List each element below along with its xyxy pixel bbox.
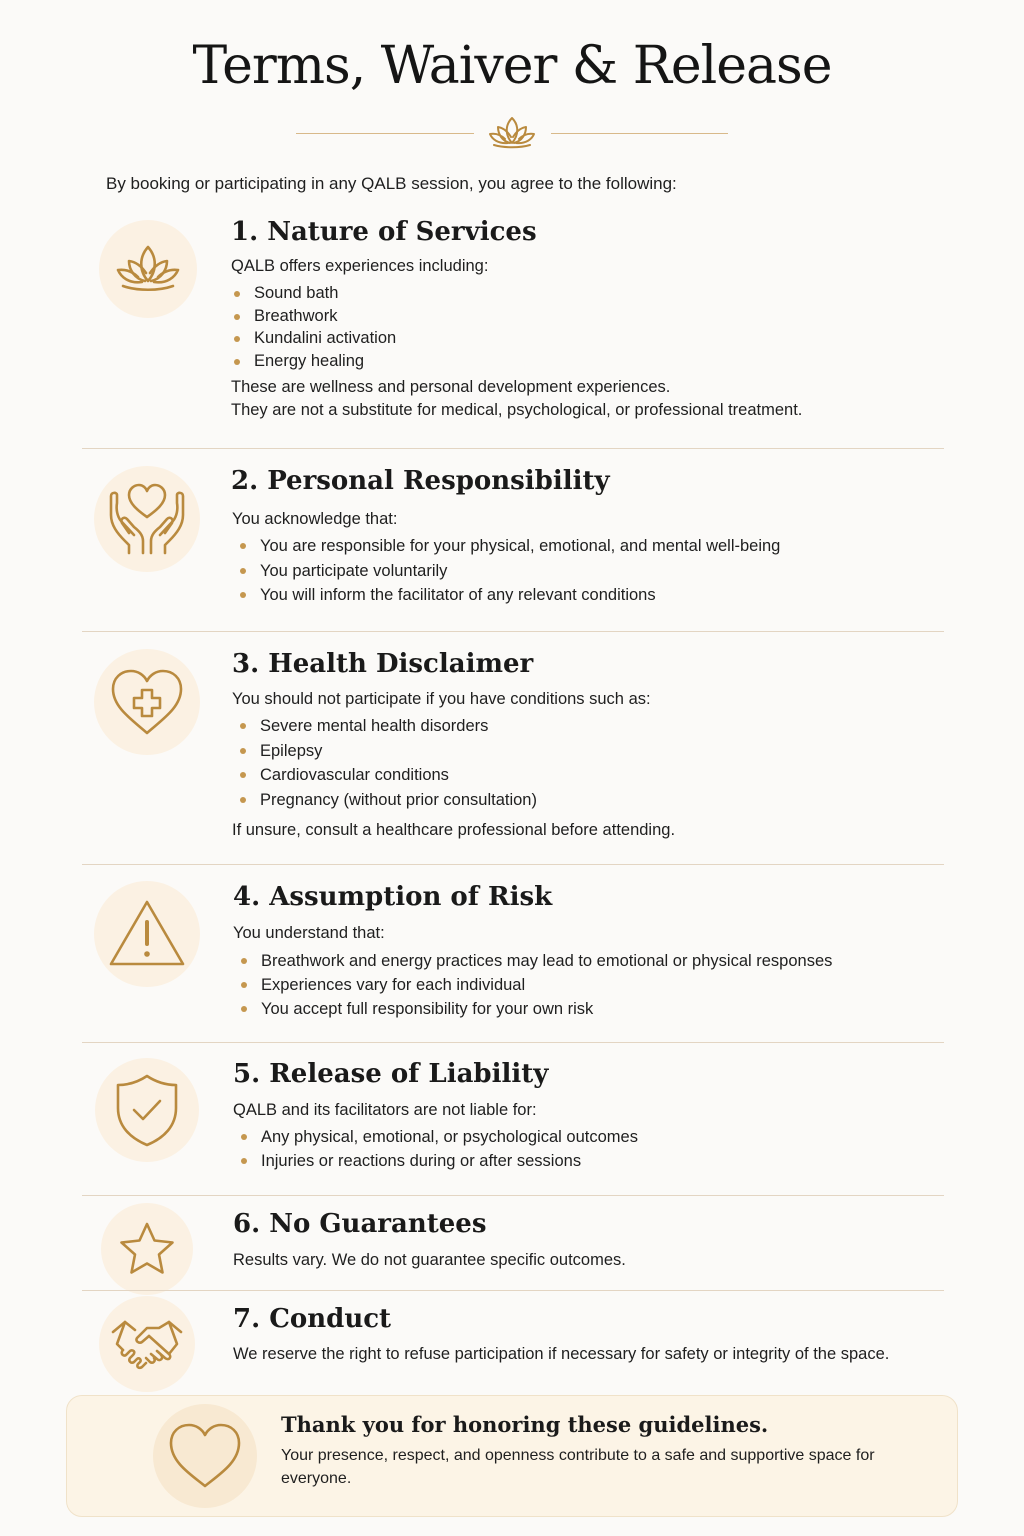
title-divider-right — [551, 133, 728, 134]
section-separator — [82, 631, 944, 632]
section-heading: 1. Nature of Services — [231, 217, 537, 247]
list-item: Injuries or reactions during or after sessions — [235, 1149, 638, 1173]
section-closing: They are not a substitute for medical, psychological, or professional treatment. — [231, 401, 803, 419]
section-no-guarantees — [82, 1205, 944, 1291]
list-item: Experiences vary for each individual — [235, 973, 832, 997]
heart-icon — [166, 1422, 244, 1490]
list-item: Breathwork — [228, 305, 396, 328]
section-separator — [82, 864, 944, 865]
section-lead: You understand that: — [233, 924, 385, 942]
icon-circle — [94, 881, 200, 987]
icon-circle — [101, 1203, 193, 1295]
section-lead: Results vary. We do not guarantee specific outcomes. — [233, 1251, 626, 1269]
heart-cross-icon — [107, 667, 187, 737]
list-item: Breathwork and energy practices may lead to emotional or physical responses — [235, 949, 832, 973]
bullet-list — [235, 1125, 638, 1173]
list-item: Pregnancy (without prior consultation) — [234, 788, 537, 813]
list-item: You accept full responsibility for your own risk — [235, 997, 832, 1021]
section-heading: 5. Release of Liability — [233, 1059, 549, 1089]
icon-circle — [153, 1404, 257, 1508]
list-item: Kundalini activation — [228, 327, 396, 350]
section-assumption-of-risk — [82, 878, 944, 1043]
bullet-list — [234, 714, 537, 812]
section-closing: These are wellness and personal development experiences. — [231, 378, 671, 396]
section-lead: You acknowledge that: — [232, 510, 398, 528]
icon-circle — [99, 220, 197, 318]
list-item: You are responsible for your physical, emotional, and mental well-being — [234, 534, 780, 559]
bullet-list — [235, 949, 832, 1021]
thank-you-heading: Thank you for honoring these guidelines. — [281, 1412, 769, 1437]
list-item: Sound bath — [228, 282, 396, 305]
section-lead: We reserve the right to refuse participation if necessary for safety or integrity of the space. — [233, 1345, 890, 1363]
section-lead: QALB and its facilitators are not liable for: — [233, 1101, 537, 1119]
list-item: Energy healing — [228, 350, 396, 373]
section-separator — [82, 1042, 944, 1043]
section-heading: 7. Conduct — [233, 1304, 392, 1334]
list-item: Any physical, emotional, or psychological outcomes — [235, 1125, 638, 1149]
icon-circle — [95, 1058, 199, 1162]
section-personal-responsibility — [82, 462, 944, 632]
hands-heart-icon — [107, 483, 187, 555]
thank-you-text: Your presence, respect, and openness contribute to a safe and supportive space for everyone. — [281, 1447, 875, 1487]
intro-text: By booking or participating in any QALB session, you agree to the following: — [106, 174, 677, 193]
section-heading: 3. Health Disclaimer — [232, 649, 534, 679]
thank-you-card — [66, 1395, 958, 1517]
shield-check-icon — [114, 1072, 180, 1148]
lotus-icon — [113, 239, 183, 299]
section-lead: QALB offers experiences including: — [231, 257, 489, 275]
bullet-list — [234, 534, 780, 608]
page-title: Terms, Waiver & Release — [192, 36, 832, 96]
section-heading: 4. Assumption of Risk — [233, 882, 553, 912]
section-conduct — [82, 1300, 944, 1390]
section-separator — [82, 1195, 944, 1196]
section-health-disclaimer — [82, 645, 944, 863]
bullet-list — [228, 282, 396, 372]
list-item: You will inform the facilitator of any relevant conditions — [234, 583, 780, 608]
lotus-ornament-icon — [486, 112, 538, 152]
section-separator — [82, 448, 944, 449]
section-separator — [82, 1290, 944, 1291]
section-closing: If unsure, consult a healthcare professional before attending. — [232, 821, 676, 839]
section-heading: 2. Personal Responsibility — [231, 466, 610, 496]
list-item: You participate voluntarily — [234, 559, 780, 584]
section-lead: You should not participate if you have conditions such as: — [232, 690, 651, 708]
section-nature-of-services — [82, 212, 944, 448]
star-icon — [117, 1220, 177, 1278]
list-item: Epilepsy — [234, 739, 537, 764]
list-item: Severe mental health disorders — [234, 714, 537, 739]
section-release-of-liability — [82, 1055, 944, 1195]
icon-circle — [94, 649, 200, 755]
icon-circle — [99, 1296, 195, 1392]
list-item: Cardiovascular conditions — [234, 763, 537, 788]
warning-icon — [107, 898, 187, 970]
title-divider-left — [296, 133, 474, 134]
handshake-icon — [111, 1316, 183, 1372]
section-heading: 6. No Guarantees — [233, 1209, 487, 1239]
icon-circle — [94, 466, 200, 572]
